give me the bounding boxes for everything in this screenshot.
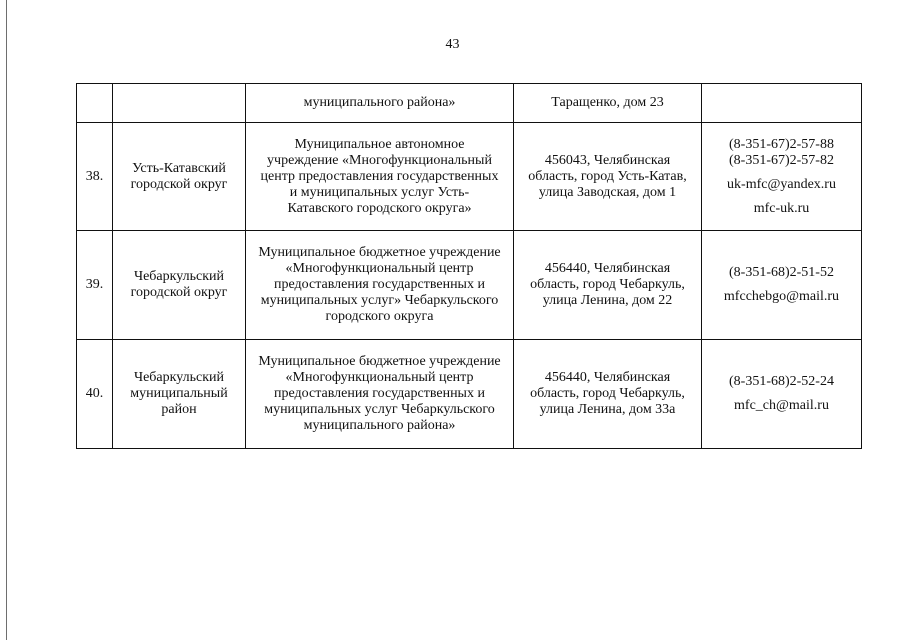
- table-row: [77, 231, 862, 340]
- phone-number: (8-351-68)2-51-52: [729, 265, 834, 280]
- table-row: [77, 84, 862, 123]
- website-link[interactable]: mfc-uk.ru: [753, 200, 810, 216]
- phone-number: (8-351-67)2-57-82: [729, 152, 834, 168]
- page-left-edge: [6, 0, 7, 640]
- row-number-cell: 39.: [77, 231, 113, 340]
- municipality-cell: Чебаркульский городской округ: [113, 231, 246, 340]
- contacts-cell: [702, 84, 862, 123]
- contacts-cell: [702, 340, 862, 449]
- table-row: [77, 340, 862, 449]
- contacts-cell: [702, 123, 862, 231]
- municipality-cell: Чебаркульский муниципальный район: [113, 340, 246, 449]
- organization-cell: Муниципальное бюджетное учреждение «Многофункциональный центр предоставления государственных и муниципальных услуг Чебаркульского муниципального района»: [246, 340, 514, 449]
- municipality-cell: Усть-Катавский городской округ: [113, 123, 246, 231]
- email-link[interactable]: mfcchebgo@mail.ru: [723, 289, 840, 304]
- email-link[interactable]: uk-mfc@yandex.ru: [727, 176, 836, 192]
- organization-cell: Муниципальное автономное учреждение «Многофункциональный центр предоставления государственных и муниципальных услуг Усть- Катавского городского округа»: [246, 123, 514, 231]
- organization-cell: муниципального района»: [246, 84, 514, 123]
- phone-number: (8-351-67)2-57-88: [729, 136, 834, 152]
- address-cell: 456440, Челябинская область, город Чебаркуль, улица Ленина, дом 33а: [514, 340, 702, 449]
- address-cell: 456440, Челябинская область, город Чебаркуль, улица Ленина, дом 22: [514, 231, 702, 340]
- phone-number: (8-351-68)2-52-24: [729, 374, 834, 389]
- address-cell: 456043, Челябинская область, город Усть-Катав, улица Заводская, дом 1: [514, 123, 702, 231]
- organization-cell: Муниципальное бюджетное учреждение «Многофункциональный центр предоставления государственных и муниципальных услуг» Чебаркульского городского округа: [246, 231, 514, 340]
- contacts-cell: [702, 231, 862, 340]
- table-row: [77, 123, 862, 231]
- email-link[interactable]: mfc_ch@mail.ru: [734, 398, 829, 413]
- page-number: 43: [445, 37, 460, 52]
- address-cell: Таращенко, дом 23: [514, 84, 702, 123]
- mfc-table: [76, 83, 862, 449]
- municipality-cell: [113, 84, 246, 123]
- row-number-cell: 38.: [77, 123, 113, 231]
- row-number-cell: 40.: [77, 340, 113, 449]
- row-number-cell: [77, 84, 113, 123]
